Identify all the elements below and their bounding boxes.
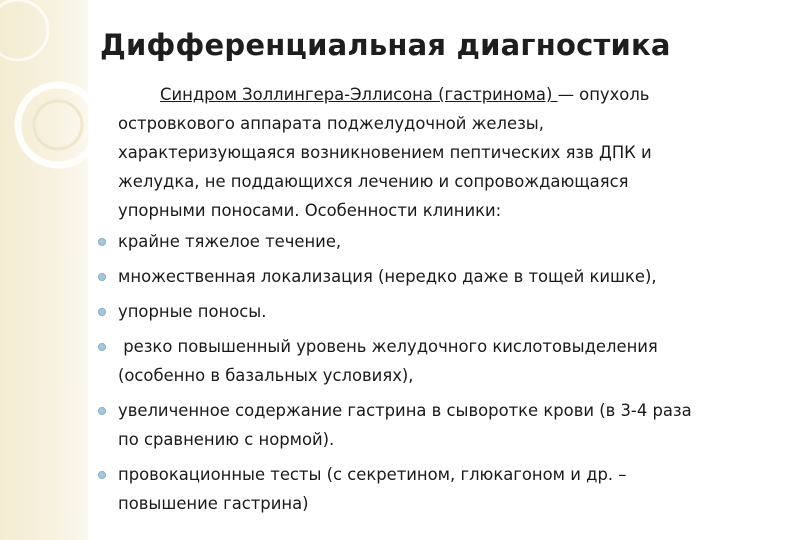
bullet-icon (98, 238, 106, 246)
intro-line-5: упорными поносами. Особенности клиники: (118, 201, 502, 220)
intro-line-1: Синдром Золлингера-Эллисона (гастринома) — опухоль (160, 85, 650, 104)
intro-line-3: характеризующаяся возникновением пептических язв ДПК и (118, 143, 652, 162)
intro-line-4: желудка, не поддающихся лечению и сопровождающаяся (118, 172, 629, 191)
bullet-icon (98, 343, 106, 351)
decorative-circles-graphic (0, 0, 88, 540)
list-item: упорные поносы. (118, 297, 798, 326)
list-item: резко повышенный уровень желудочного кислотовыделения (особенно в базальных условиях), (118, 332, 798, 390)
clinical-features-list (118, 227, 798, 524)
intro-paragraph (118, 80, 758, 225)
list-item: множественная локализация (нередко даже в тощей кишке), (118, 262, 798, 291)
bullet-icon (98, 407, 106, 415)
intro-line-2: островкового аппарата поджелудочной железы, (118, 114, 544, 133)
syndrome-name: Синдром Золлингера-Эллисона (гастринома) (160, 85, 558, 104)
list-item: увеличенное содержание гастрина в сыворотке крови (в 3-4 раза по сравнению с нормой). (118, 396, 798, 454)
bullet-icon (98, 308, 106, 316)
bullet-icon (98, 273, 106, 281)
list-item: провокационные тесты (с секретином, глюкагоном и др. – повышение гастрина) (118, 460, 798, 518)
bullet-icon (98, 471, 106, 479)
slide-title: Дифференциальная диагностика (100, 28, 671, 62)
intro-dash: — (557, 85, 574, 104)
list-item: крайне тяжелое течение, (118, 227, 798, 256)
